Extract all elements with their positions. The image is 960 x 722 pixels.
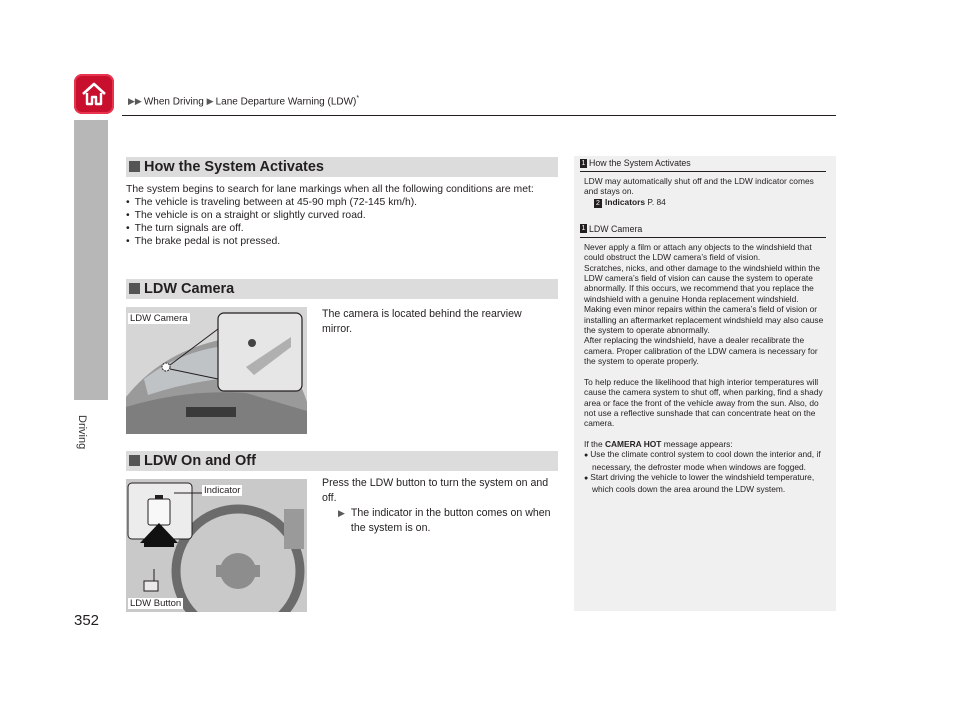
section-heading-onoff [126, 451, 558, 471]
camera-text: The camera is located behind the rearview mirror. [322, 308, 522, 335]
camera-location-image [126, 307, 307, 434]
header-rule [122, 115, 836, 116]
section-title: LDW On and Off [144, 453, 256, 469]
callout-indicator: Indicator [204, 485, 241, 496]
chapter-label: Driving [76, 415, 88, 450]
notes-panel [574, 156, 836, 611]
note-paragraph: Never apply a film or attach any objects to the windshield that could obstruct the LDW camera’s field of vision. [584, 241, 812, 263]
heading-square-icon [129, 161, 140, 172]
onoff-sub-text: The indicator in the button comes on when the system is on. [350, 507, 551, 534]
note-number-icon: 1 [581, 225, 586, 233]
note-number-icon: 1 [581, 159, 586, 167]
cross-reference-indicators[interactable] [584, 197, 826, 208]
home-icon [80, 80, 108, 108]
callout-ldw-camera: LDW Camera [130, 313, 188, 324]
breadcrumb-arrow-icon: ▶▶ [128, 96, 142, 107]
conditions-list [126, 196, 558, 248]
note-paragraph: To help reduce the likelihood that high interior temperatures will cause the camera system to shut off, when parking, find a shady area or face the front of the vehicle away from the sun. Also, do not use a reflective sunshade that can concentrate heat on the camera. [584, 376, 823, 429]
reference-icon: 2 [594, 199, 602, 208]
page-number: 352 [74, 612, 100, 629]
ldw-button-image [126, 479, 307, 612]
heading-square-icon [129, 455, 140, 466]
note-text: LDW may automatically shut off and the LDW indicator comes and stays on. [584, 176, 814, 197]
reference-page[interactable]: P. 84 [647, 196, 666, 207]
breadcrumb-item-when-driving[interactable]: When Driving [143, 96, 204, 108]
section-heading-activates [126, 157, 558, 177]
camera-hot-label: CAMERA HOT [604, 438, 662, 449]
list-item: ● Start driving the vehicle to lower the windshield temperature, which cools down the area around the LDW system. [584, 472, 826, 495]
list-item: • The vehicle is traveling between at 45-90 mph (72-145 km/h). [126, 196, 558, 209]
car-front-illustration [126, 307, 307, 434]
note-heading-activates [580, 158, 826, 168]
onoff-sub-item [322, 506, 554, 536]
section-title: How the System Activates [144, 159, 324, 175]
list-item: • The brake pedal is not pressed. [126, 235, 558, 248]
note-rule [580, 171, 826, 172]
heading-square-icon [129, 283, 140, 294]
onoff-instruction: Press the LDW button to turn the system on and off. [322, 477, 549, 504]
note-rule [580, 237, 826, 238]
callout-ldw-button: LDW Button [130, 598, 182, 609]
list-item: ● Use the climate control system to cool down the interior and, if necessary, the defroster mode when windows are fogged. [584, 449, 826, 472]
note-title: LDW Camera [589, 223, 643, 234]
section-heading-camera [126, 279, 558, 299]
reference-label[interactable]: Indicators [605, 196, 646, 207]
note-heading-camera [580, 224, 826, 234]
camera-hot-line [584, 439, 826, 449]
note-paragraph: After replacing the windshield, have a dealer recalibrate the camera. Proper calibration of the LDW camera is necessary for the system to operate properly. [584, 335, 818, 367]
note-text: message appears: [663, 438, 733, 449]
note-paragraph: Scratches, nicks, and other damage to the windshield within the LDW camera’s field of vision can cause the system to operate abnormally. If this occurs, we recommend that you replace the windshield with a genuine Honda replacement windshield. Making even minor repairs within the camera’s field of vision or installing an aftermarket replacement windshield may also cause the system to operate abnormally. [584, 262, 824, 336]
note-body-activates [580, 176, 826, 208]
onoff-text [322, 476, 554, 536]
camera-hot-list [584, 449, 826, 495]
breadcrumb-item-ldw[interactable]: Lane Departure Warning (LDW) [215, 96, 357, 108]
list-item: • The turn signals are off. [126, 222, 558, 235]
steering-wheel-illustration [126, 479, 307, 612]
list-item: • The vehicle is on a straight or slightly curved road. [126, 209, 558, 222]
chapter-tab[interactable] [74, 120, 108, 400]
breadcrumb-arrow-icon: ▶ [206, 96, 214, 107]
breadcrumb [128, 95, 359, 107]
activates-intro: The system begins to search for lane markings when all the following conditions are met: [126, 184, 534, 195]
section-title: LDW Camera [144, 281, 235, 297]
footnote-mark: * [356, 95, 360, 102]
note-body-camera [580, 242, 826, 495]
home-button[interactable] [74, 74, 114, 114]
sub-arrow-icon: ▶ [338, 508, 345, 518]
activates-body [126, 183, 558, 248]
note-text: If the [584, 438, 603, 449]
note-title: How the System Activates [589, 158, 691, 168]
